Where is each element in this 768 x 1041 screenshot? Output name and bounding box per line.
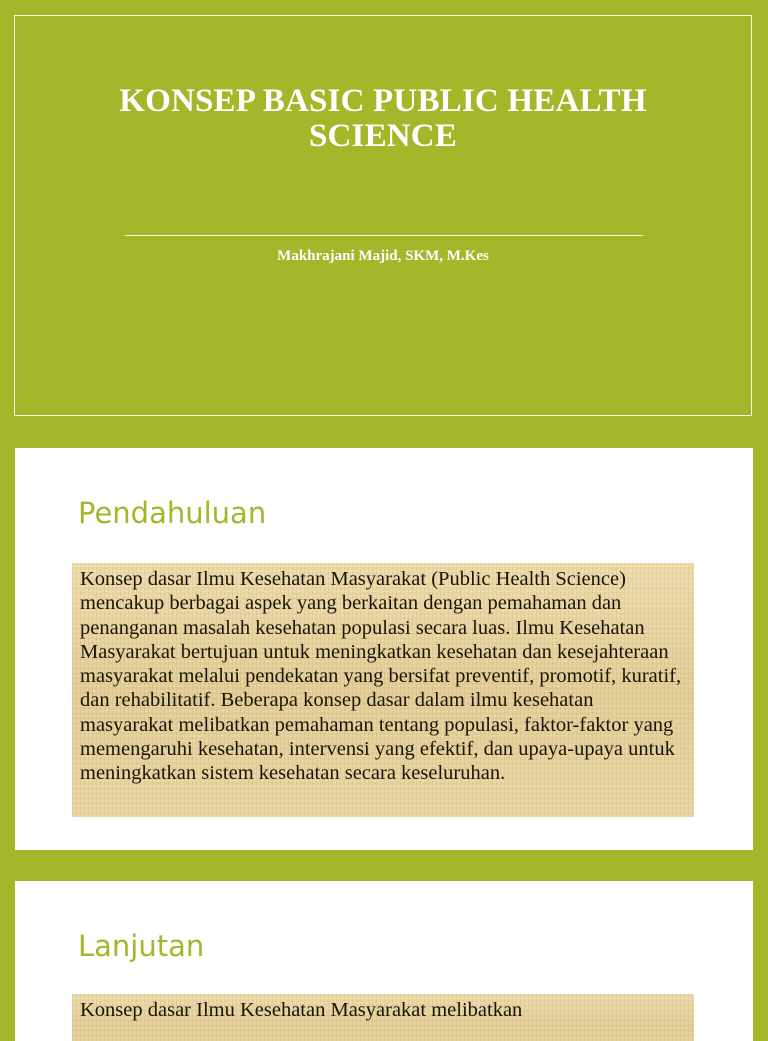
- slide-body-text: Konsep dasar Ilmu Kesehatan Masyarakat (Public Health Science) mencakup berbagai aspek yang berkaitan dengan pemahaman dan penanganan masalah kesehatan populasi secara luas. Ilmu Kesehatan Masyarakat bertujuan untuk meningkatkan kesehatan dan kesejahteraan masyarakat melalui pendekatan yang bersifat preventif, promotif, kuratif, dan rehabilitatif. Beberapa konsep dasar dalam ilmu kesehatan masyarakat melibatkan pemahaman tentang populasi, faktor-faktor yang memengaruhi kesehatan, intervensi yang efektif, dan upaya-upaya untuk meningkatkan sistem kesehatan secara keseluruhan.: [72, 563, 694, 817]
- slide-heading: Lanjutan: [78, 929, 205, 963]
- slide-lanjutan: [15, 881, 753, 1041]
- title-slide: [14, 15, 752, 416]
- title-divider: [125, 235, 643, 236]
- slide-heading: Pendahuluan: [78, 496, 267, 530]
- slide-body-text: Konsep dasar Ilmu Kesehatan Masyarakat melibatkan: [72, 994, 694, 1041]
- presentation-title: KONSEP BASIC PUBLIC HEALTH SCIENCE: [119, 83, 647, 154]
- author-name: Makhrajani Majid, SKM, M.Kes: [277, 248, 489, 264]
- slide-pendahuluan: [15, 448, 753, 850]
